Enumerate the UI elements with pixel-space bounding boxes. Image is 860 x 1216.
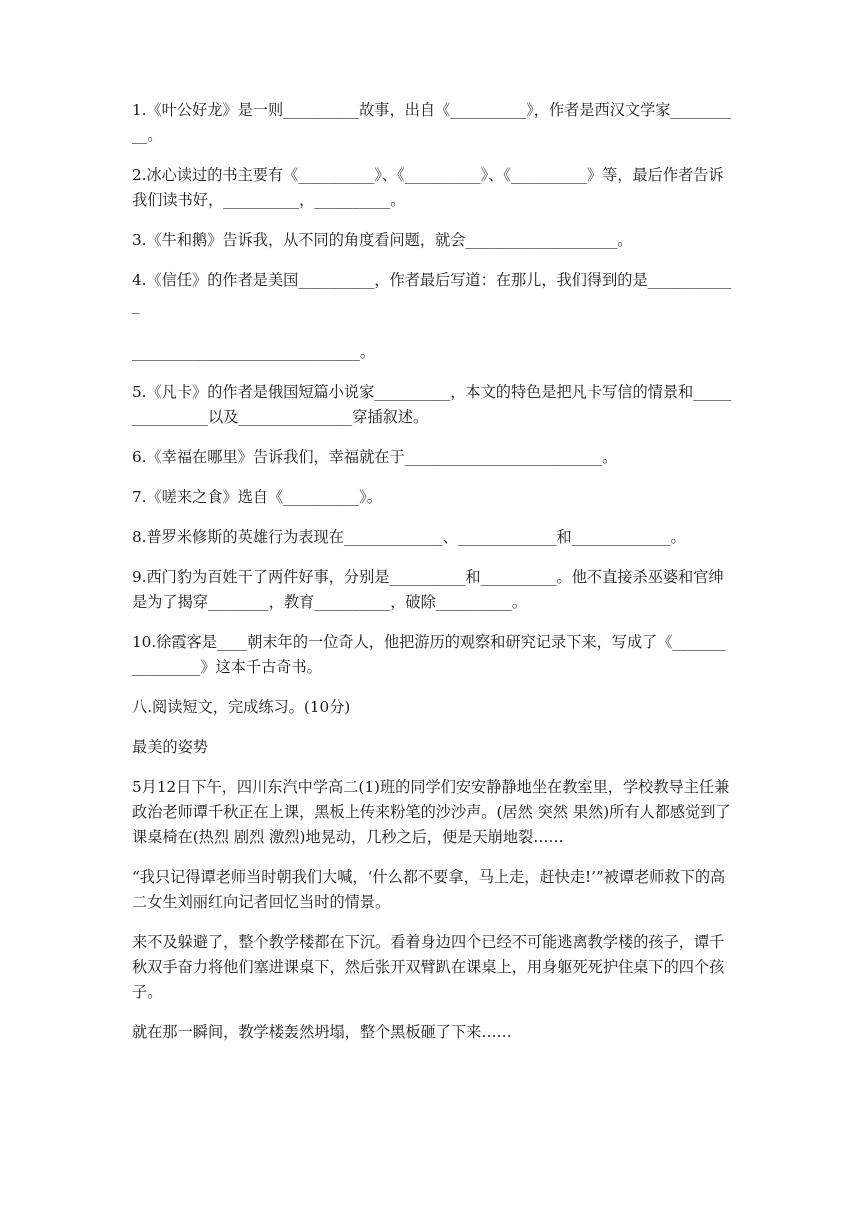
- passage-paragraph-4: 就在那一瞬间，教学楼轰然坍塌，整个黑板砸了下来……: [132, 1023, 512, 1041]
- question-3: 3.《牛和鹅》告诉我，从不同的角度看问题，就会____________________。: [132, 231, 633, 249]
- section-heading: 八.阅读短文，完成练习。(10分): [132, 698, 351, 716]
- passage-paragraph-1: 5月12日下午，四川东汽中学高二(1)班的同学们安安静静地坐在教室里，学校教导主任兼政治老师谭千秋正在上课，黑板上传来粉笔的沙沙声。(居然 突然 果然)所有人都感觉到了课桌椅在(热烈 剧烈 激烈)地晃动，几秒之后，便是天崩地裂……: [132, 778, 731, 846]
- question-10: 10.徐霞客是____朝末年的一位奇人，他把游历的观察和研究记录下来，写成了《________________》这本千古奇书。: [132, 633, 726, 676]
- passage-paragraph-2: “我只记得谭老师当时朝我们大喊，‘什么都不要拿，马上走，赶快走!’”被谭老师救下的高二女生刘丽红向记者回忆当时的情景。: [132, 868, 726, 911]
- passage-title: 最美的姿势: [132, 738, 208, 756]
- question-2: 2.冰心读过的书主要有《__________》、《__________》、《__________》等，最后作者告诉我们读书好，__________，__________。: [132, 166, 724, 209]
- question-8: 8.普罗米修斯的英雄行为表现在_____________、_____________和_____________。: [132, 528, 686, 546]
- question-6: 6.《幸福在哪里》告诉我们，幸福就在于__________________________。: [132, 448, 618, 466]
- question-5: 5.《凡卡》的作者是俄国短篇小说家__________，本文的特色是把凡卡写信的情景和_______________以及_______________穿插叙述。: [132, 383, 732, 426]
- question-7: 7.《嗟来之食》选自《__________》。: [132, 488, 382, 506]
- passage-paragraph-3: 来不及躲避了，整个教学楼都在下沉。看着身边四个已经不可能逃离教学楼的孩子，谭千秋双手奋力将他们塞进课桌下，然后张开双臂趴在课桌上，用身躯死死护住桌下的四个孩子。: [132, 933, 725, 1001]
- question-4-continued: ______________________________。: [132, 343, 375, 361]
- question-1: 1.《叶公好龙》是一则__________故事，出自《__________》，作者是西汉文学家__________。: [132, 101, 732, 144]
- question-9: 9.西门豹为百姓干了两件好事，分别是__________和__________。他不直接杀巫婆和官绅是为了揭穿________，教育__________，破除__________。: [132, 568, 724, 611]
- worksheet-page: [132, 98, 732, 1060]
- question-4: 4.《信任》的作者是美国__________，作者最后写道：在那儿，我们得到的是____________: [132, 271, 732, 314]
